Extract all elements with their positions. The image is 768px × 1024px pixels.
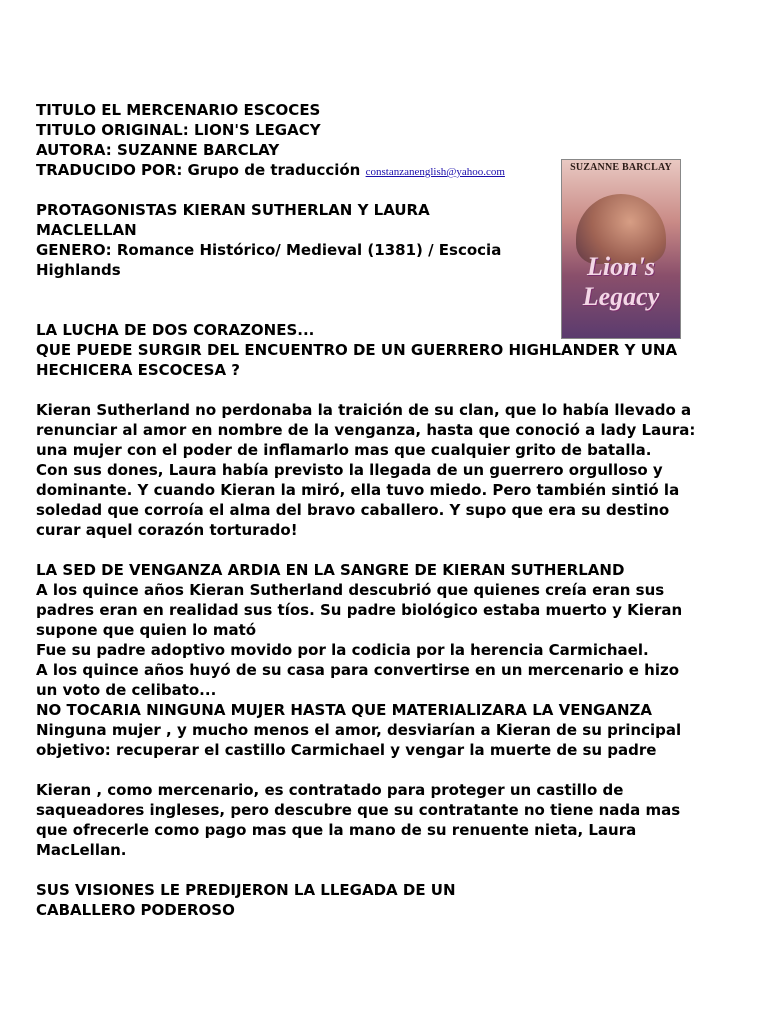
body-line: supone que quien lo mató [36,621,257,639]
body-line: Ninguna mujer , y mucho menos el amor, desviarían a Kieran de su principal [36,721,682,739]
body-line: un voto de celibato... [36,681,217,699]
author-line: AUTORA: SUZANNE BARCLAY [36,141,280,159]
cover-title-line-2: Legacy [582,282,660,311]
synopsis-body [36,320,736,920]
body-line: curar aquel corazón torturado! [36,521,298,539]
genre-line-2: Highlands [36,261,121,279]
body-line: Kieran , como mercenario, es contratado para proteger un castillo de [36,781,624,799]
body-line: una mujer con el poder de inflamarlo mas que cualquier grito de batalla. [36,441,652,459]
body-line: Fue su padre adoptivo movido por la codicia por la herencia Carmichael. [36,641,649,659]
translator-label: TRADUCIDO POR: Grupo de traducción [36,161,361,179]
body-line: LA LUCHA DE DOS CORAZONES... [36,321,315,339]
body-line: NO TOCARIA NINGUNA MUJER HASTA QUE MATERIALIZARA LA VENGANZA [36,701,652,719]
body-line: LA SED DE VENGANZA ARDIA EN LA SANGRE DE KIERAN SUTHERLAND [36,561,625,579]
spacer [36,860,736,880]
body-line: renunciar al amor en nombre de la venganza, hasta que conoció a lady Laura: [36,421,696,439]
body-line: padres eran en realidad sus tíos. Su padre biológico estaba muerto y Kieran [36,601,683,619]
body-line: soledad que corroía el alma del bravo caballero. Y supo que era su destino [36,501,670,519]
protagonists-line-1: PROTAGONISTAS KIERAN SUTHERLAN Y LAURA [36,201,430,219]
body-line: que ofrecerle como pago mas que la mano de su renuente nieta, Laura [36,821,637,839]
body-line: Kieran Sutherland no perdonaba la traición de su clan, que lo había llevado a [36,401,692,419]
email-link[interactable]: constanzanenglish@yahoo.com [365,166,505,178]
book-cover-image [561,159,681,339]
title-line: TITULO EL MERCENARIO ESCOCES [36,101,321,119]
body-line: MacLellan. [36,841,127,859]
body-line: saqueadores ingleses, pero descubre que su contratante no tiene nada mas [36,801,681,819]
body-line: QUE PUEDE SURGIR DEL ENCUENTRO DE UN GUERRERO HIGHLANDER Y UNA [36,341,678,359]
body-line: SUS VISIONES LE PREDIJERON LA LLEGADA DE UN [36,881,456,899]
cover-author: SUZANNE BARCLAY [570,162,672,173]
protagonists-line-2: MACLELLAN [36,221,137,239]
genre-line-1: GENERO: Romance Histórico/ Medieval (1381) / Escocia [36,241,502,259]
body-line: dominante. Y cuando Kieran la miró, ella tuvo miedo. Pero también sintió la [36,481,680,499]
body-line: HECHICERA ESCOCESA ? [36,361,240,379]
spacer [36,540,736,560]
cover-title-line-1: Lion's [587,252,655,281]
spacer [36,380,736,400]
original-title-line: TITULO ORIGINAL: LION'S LEGACY [36,121,321,139]
body-line: A los quince años Kieran Sutherland descubrió que quienes creía eran sus [36,581,665,599]
body-line: CABALLERO PODEROSO [36,901,235,919]
spacer [36,760,736,780]
body-line: Con sus dones, Laura había previsto la llegada de un guerrero orgulloso y [36,461,663,479]
body-line: A los quince años huyó de su casa para convertirse en un mercenario e hizo [36,661,680,679]
body-line: objetivo: recuperar el castillo Carmichael y vengar la muerte de su padre [36,741,657,759]
